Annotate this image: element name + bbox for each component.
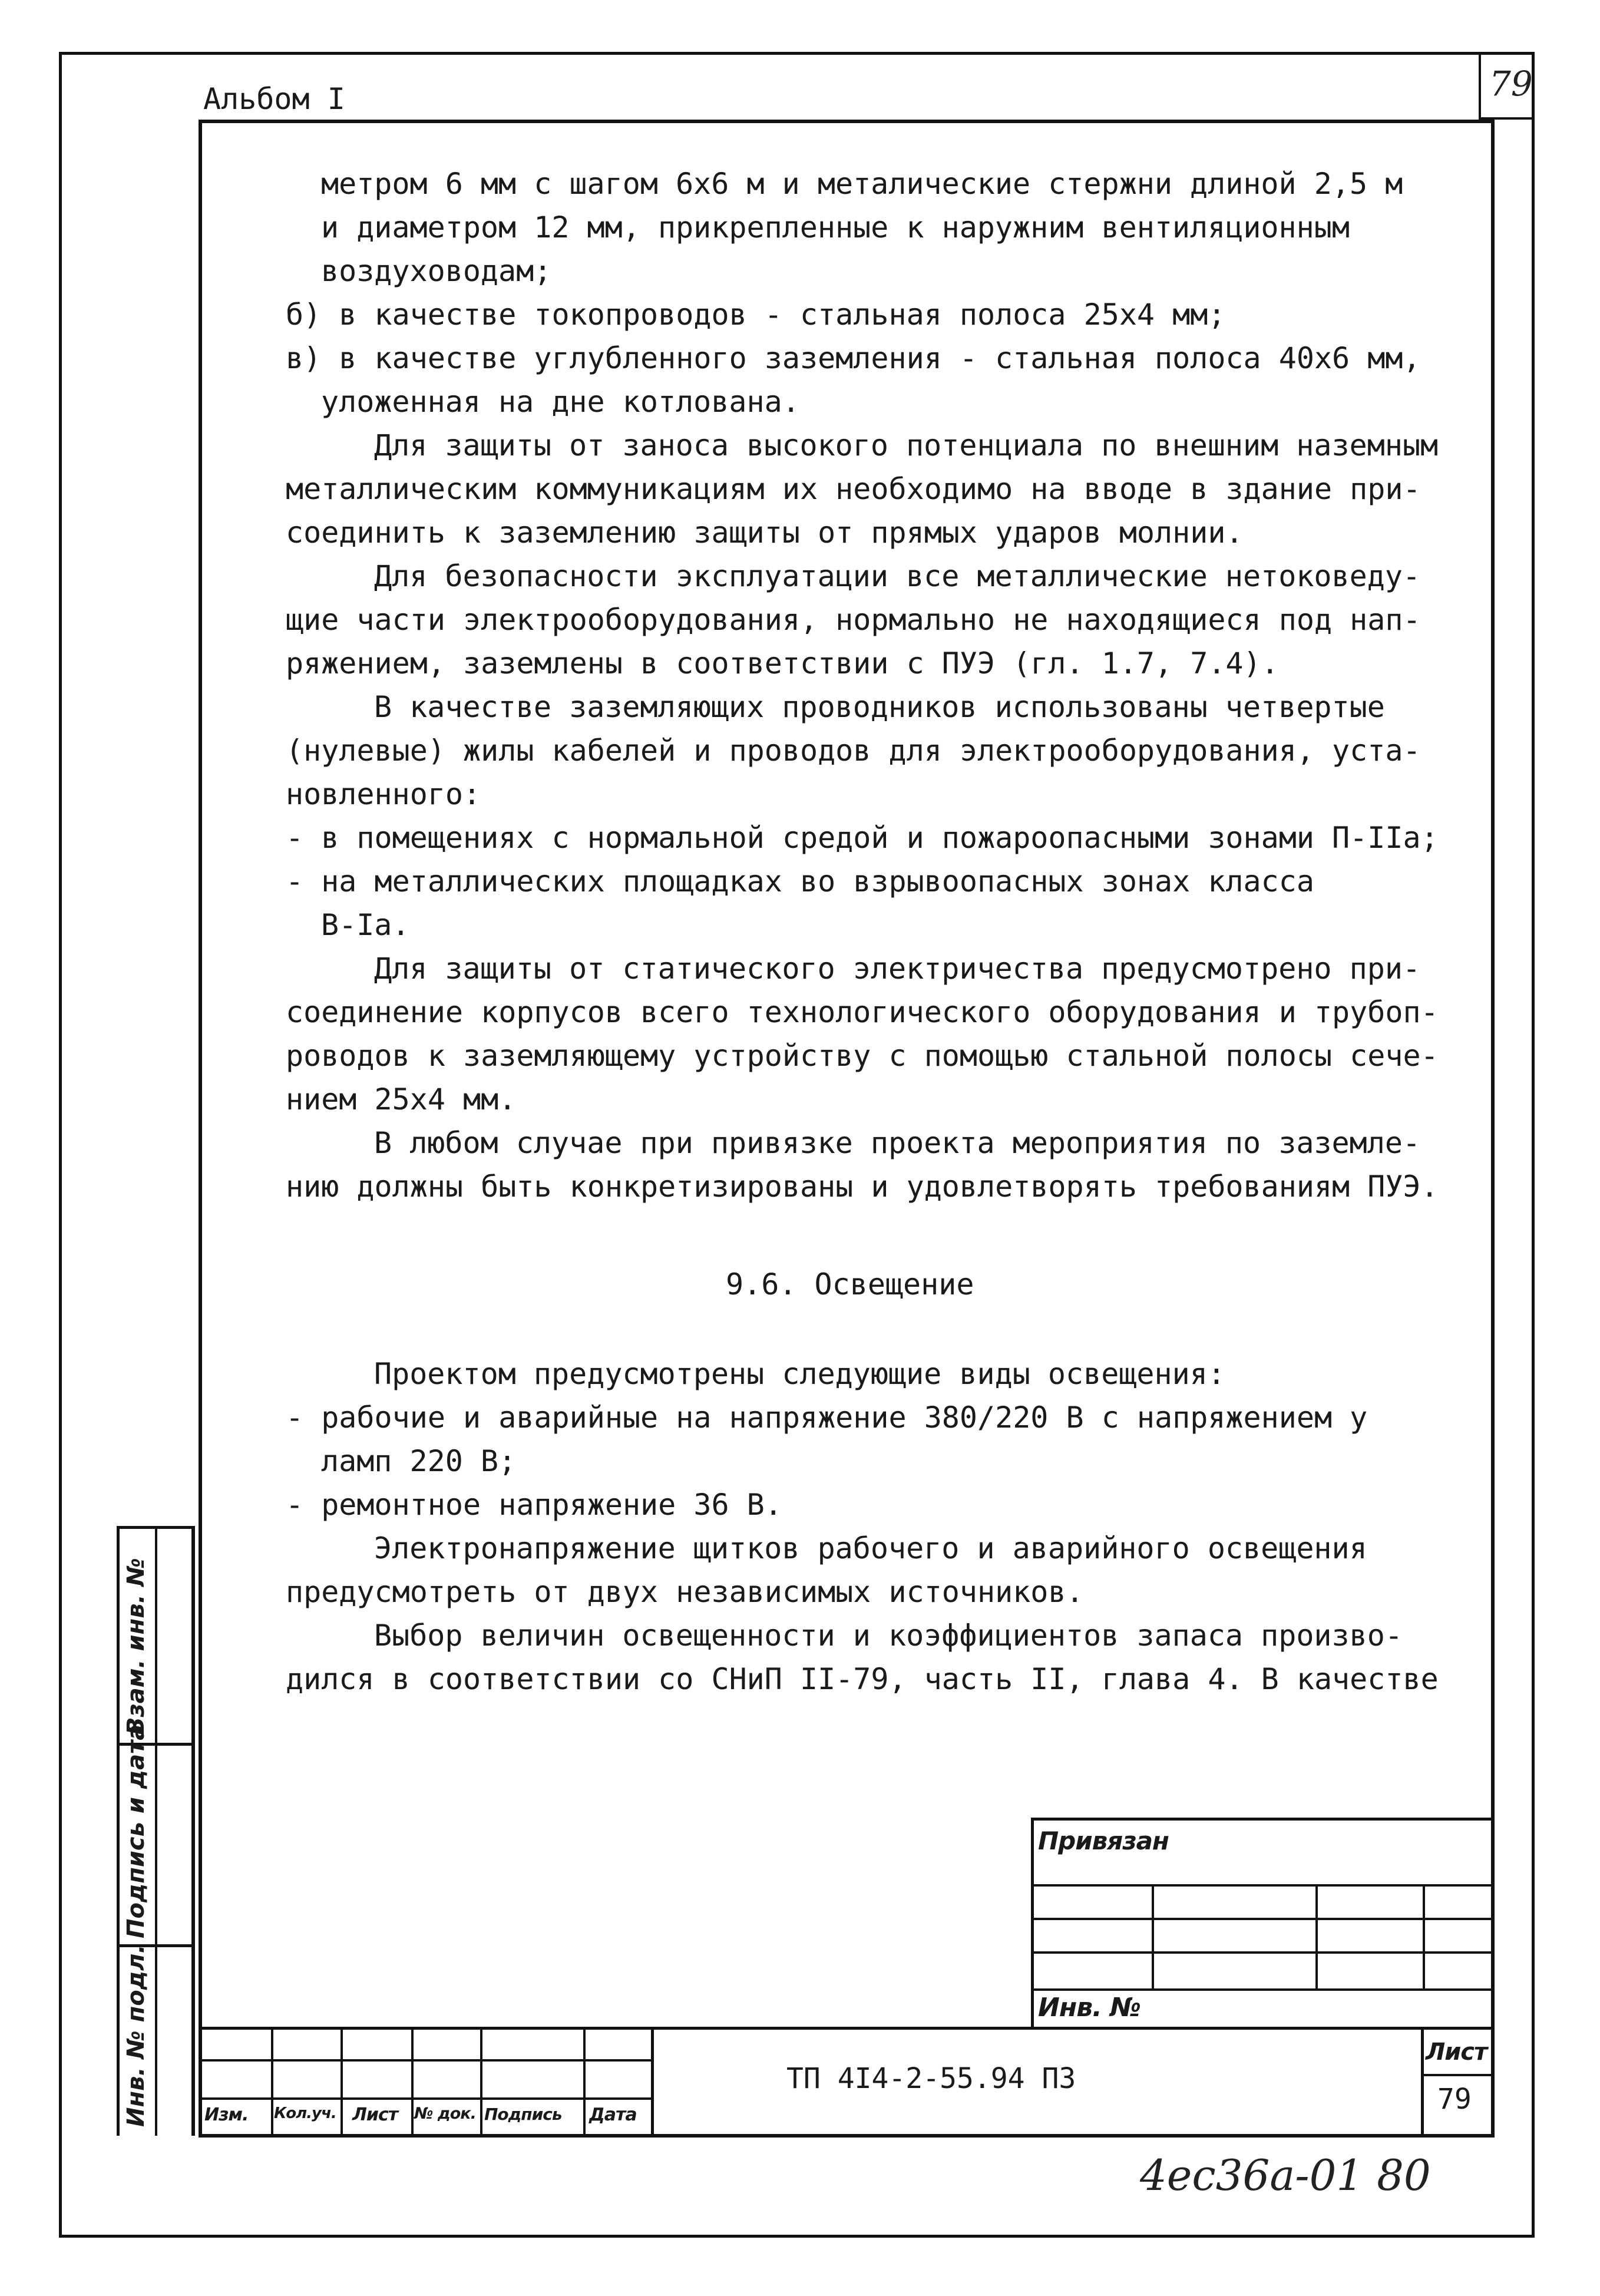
body-line: ряжением, заземлены в соответствии с ПУЭ (гл. 1.7, 7.4). [286, 646, 1279, 680]
body-line: В-Iа. [321, 908, 410, 942]
title-col-b [341, 2027, 343, 2136]
attached-label: Привязан [1038, 1826, 1169, 1855]
attached-block-left [1031, 1818, 1034, 2030]
side-stamp-top [117, 1526, 194, 1529]
side-stamp-col [155, 1526, 157, 2136]
title-block-top [199, 2027, 1495, 2030]
body-line: метром 6 мм с шагом 6х6 м и металические стержни длиной 2,5 м [321, 167, 1403, 201]
col-list: Лист [352, 2105, 398, 2125]
side-stamp-right [191, 1526, 195, 2136]
body-line: и диаметром 12 мм, прикрепленные к наружним вентиляционным [321, 210, 1350, 245]
body-line: Выбор величин освещенности и коэффициентов запаса произво- [374, 1618, 1403, 1653]
body-line: Для защиты от статического электричества предусмотрено при- [374, 952, 1421, 986]
body-line: дился в соответствии со СНиП II-79, часть II, глава 4. В качестве [286, 1662, 1439, 1696]
body-line: В качестве заземляющих проводников использованы четвертые [374, 690, 1385, 724]
attached-col2 [1315, 1884, 1318, 1990]
side-label-signature-date: Подпись и дата [123, 1724, 150, 1938]
outer-frame-left [59, 52, 62, 2238]
body-line: - ремонтное напряжение 36 В. [286, 1488, 782, 1522]
body-line: соединить к заземлению защиты от прямых ударов молнии. [286, 516, 1244, 550]
body-line: (нулевые) жилы кабелей и проводов для электрооборудования, уста- [286, 734, 1421, 768]
body-line: металлическим коммуникациям их необходимо на вводе в здание при- [286, 472, 1421, 506]
body-line: воздуховодам; [321, 254, 552, 288]
inner-frame-top [199, 120, 1495, 123]
body-line: б) в качестве токопроводов - стальная полоса 25х4 мм; [286, 298, 1226, 332]
title-col-e [583, 2027, 586, 2136]
inner-frame-left [199, 120, 202, 2138]
body-line: предусмотреть от двух независимых источников. [286, 1575, 1084, 1609]
body-line: роводов к заземляющему устройству с помощью стальной полосы сече- [286, 1039, 1439, 1073]
section-title: 9.6. Освещение [726, 1267, 974, 1301]
sheet-col [1421, 2027, 1424, 2136]
body-line: уложенная на дне котлована. [321, 385, 800, 419]
attached-col1 [1152, 1884, 1154, 1990]
body-line: - на металлических площадках во взрывоопасных зонах класса [286, 864, 1314, 898]
body-line: в) в качестве углубленного заземления - стальная полоса 40х6 мм, [286, 341, 1421, 375]
col-kol-uch: Кол.уч. [274, 2105, 336, 2122]
title-col-c [411, 2027, 414, 2136]
sheet-number: 79 [1437, 2083, 1472, 2116]
body-line: соединение корпусов всего технологического оборудования и трубоп- [286, 995, 1439, 1029]
inner-frame-right [1491, 120, 1495, 2138]
handwritten-archive-note: 4ес36а-01 80 [1140, 2150, 1431, 2200]
outer-frame-top [59, 52, 1535, 55]
body-line: Для защиты от заноса высокого потенциала по внешним наземным [374, 428, 1439, 462]
side-label-vzam-inv: Взам. инв. № [123, 1558, 150, 1735]
col-podpis: Подпись [484, 2105, 562, 2124]
title-col-f [651, 2027, 654, 2136]
outer-frame-right [1532, 52, 1535, 2238]
title-col-d [480, 2027, 482, 2136]
document-code: ТП 4I4-2-55.94 ПЗ [786, 2062, 1076, 2095]
page-number-corner: 79 [1489, 64, 1533, 104]
inner-frame-bottom [199, 2134, 1495, 2138]
body-line: В любом случае при привязке проекта мероприятия по заземле- [374, 1126, 1421, 1160]
body-line: Электронапряжение щитков рабочего и аварийного освещения [374, 1531, 1367, 1565]
body-line: Для безопасности эксплуатации все металлические нетоковеду- [374, 559, 1421, 593]
title-col-a [271, 2027, 273, 2136]
body-line: щие части электрооборудования, нормально не находящиеся под нап- [286, 603, 1421, 637]
body-line: новленного: [286, 777, 481, 811]
inv-label: Инв. № [1038, 1993, 1141, 2023]
col-n-dok: № док. [414, 2105, 476, 2123]
body-line: Проектом предусмотрены следующие виды освещения: [374, 1357, 1225, 1391]
body-line: - рабочие и аварийные на напряжение 380/220 В с напряжением у [286, 1400, 1368, 1435]
attached-block-top [1031, 1818, 1493, 1821]
side-stamp-left [117, 1526, 120, 2136]
body-line: ламп 220 В; [321, 1444, 517, 1478]
body-line: нию должны быть конкретизированы и удовлетворять требованиям ПУЭ. [286, 1170, 1439, 1204]
body-line: нием 25х4 мм. [286, 1082, 517, 1116]
side-label-inv-podl: Инв. № подл. [123, 1944, 150, 2127]
col-izm: Изм. [204, 2105, 249, 2125]
sheet-label: Лист [1426, 2039, 1487, 2066]
attached-col3 [1423, 1884, 1425, 1990]
album-label: Альбом I [203, 82, 345, 116]
sheet-row [1421, 2074, 1495, 2076]
outer-frame-bottom [59, 2235, 1535, 2238]
col-data: Дата [589, 2105, 637, 2125]
body-line: - в помещениях с нормальной средой и пожароопасными зонами П-IIа; [286, 821, 1439, 855]
